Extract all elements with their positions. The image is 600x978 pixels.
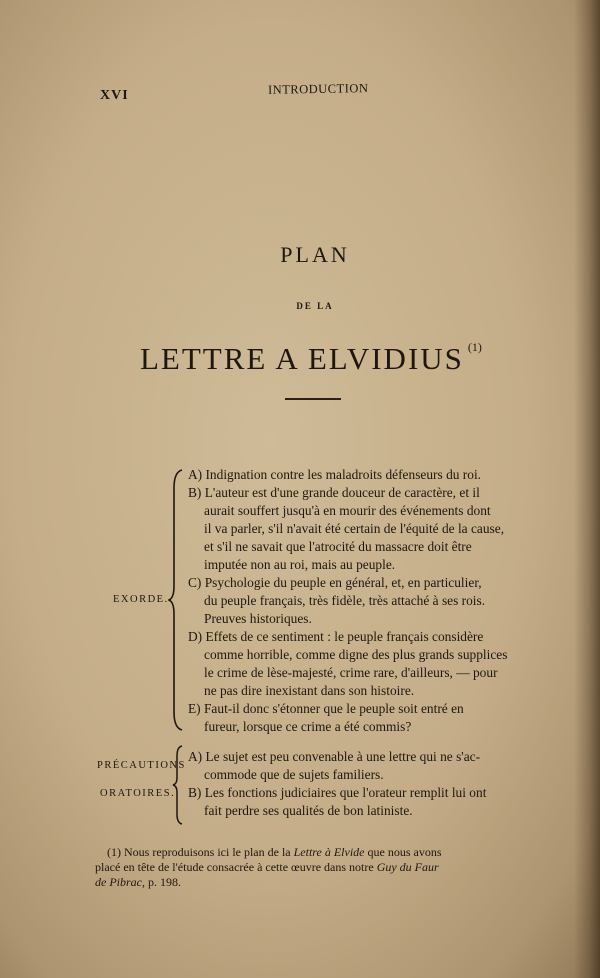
exorde-line-1: A) Indignation contre les maladroits défenseurs du roi. — [188, 467, 482, 482]
plan-heading: PLAN — [280, 242, 350, 267]
precautions-brace — [172, 744, 186, 826]
footnote — [95, 845, 555, 890]
exorde-line-2: B) L'auteur est d'une grande douceur de caractère, et il — [188, 485, 480, 500]
exorde-line-10: D) Effets de ce sentiment : le peuple français considère — [188, 629, 484, 644]
precautions-line-3: B) Les fonctions judiciaires que l'orateur remplit lui ont — [188, 785, 487, 800]
main-title — [140, 340, 482, 377]
main-title-text: LETTRE A ELVIDIUS — [140, 341, 464, 376]
exorde-label: EXORDE. — [113, 594, 169, 605]
exorde-line-9: Preuves historiques. — [204, 611, 312, 626]
footnote-line-2 — [95, 860, 555, 875]
footnote-line-3 — [95, 875, 555, 890]
running-title: INTRODUCTION — [267, 81, 369, 97]
footnote-line-1 — [95, 845, 555, 860]
exorde-line-13: ne pas dire inexistant dans son histoire. — [204, 683, 415, 698]
exorde-line-11: comme horrible, comme digne des plus grands supplices — [204, 647, 508, 662]
page-spine-shadow — [574, 0, 600, 978]
precautions-line-2: commode que de sujets familiers. — [204, 767, 384, 782]
footnote-text: que nous avons — [364, 845, 442, 859]
exorde-line-7: C) Psychologie du peuple en général, et, en particulier, — [188, 575, 482, 590]
footnote-italic: Lettre à Elvide — [293, 845, 365, 859]
title-rule — [285, 398, 341, 400]
precautions-line-4: fait perdre ses qualités de bon latiniste. — [204, 803, 413, 818]
precautions-label-2: ORATOIRES. — [100, 788, 176, 799]
exorde-line-6: imputée non au roi, mais au peuple. — [204, 557, 396, 572]
exorde-line-3: aurait souffert jusqu'à en mourir des événements dont — [204, 503, 491, 518]
exorde-line-8: du peuple français, très fidèle, très attaché à ses rois. — [204, 593, 486, 608]
footnote-marker: (1) — [467, 340, 482, 354]
exorde-line-14: E) Faut-il donc s'étonner que le peuple soit entré en — [188, 701, 464, 716]
footnote-italic: de Pibrac — [95, 875, 142, 889]
page-number: XVI — [100, 88, 129, 103]
footnote-text: (1) Nous reproduisons ici le plan de la — [107, 845, 294, 859]
exorde-line-5: et s'il ne savait que l'atrocité du massacre doit être — [204, 539, 472, 554]
footnote-italic: Guy du Faur — [376, 860, 439, 874]
footnote-text: , p. 198. — [142, 875, 181, 889]
exorde-line-4: il va parler, s'il n'avait été certain de l'équité de la cause, — [204, 521, 505, 536]
precautions-label-1: PRÉCAUTIONS — [97, 760, 186, 771]
exorde-brace — [168, 468, 186, 732]
de-la-heading: DE LA — [296, 301, 334, 311]
precautions-line-1: A) Le sujet est peu convenable à une lettre qui ne s'ac- — [188, 749, 481, 764]
footnote-text: placé en tête de l'étude consacrée à cette œuvre dans notre — [95, 860, 377, 874]
exorde-line-15: fureur, lorsque ce crime a été commis? — [204, 719, 412, 734]
exorde-line-12: le crime de lèse-majesté, crime rare, d'ailleurs, — pour — [204, 665, 498, 680]
